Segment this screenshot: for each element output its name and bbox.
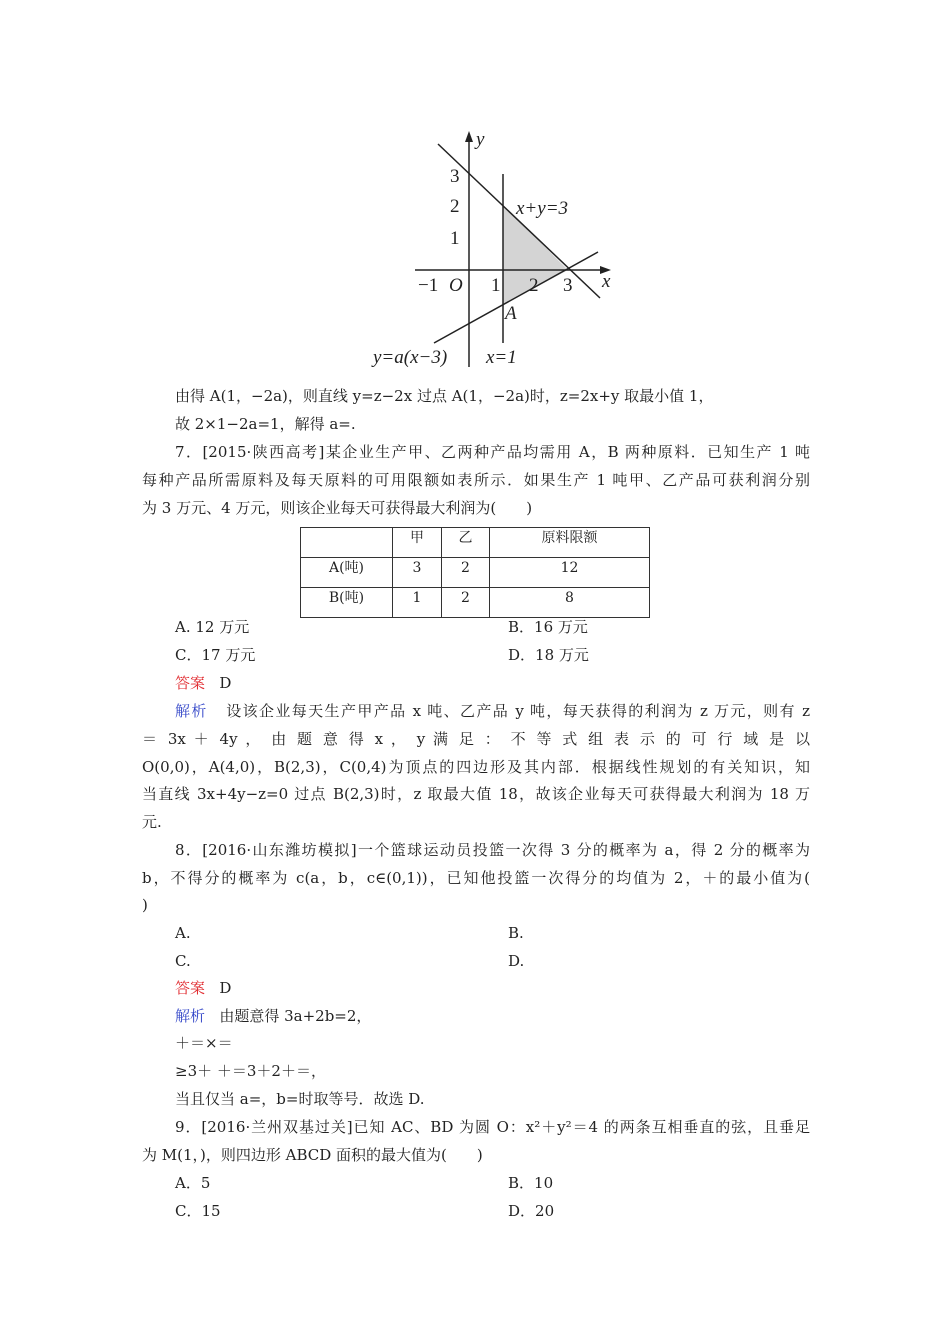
table-header: 乙 [442,528,490,558]
table-cell: 3 [393,558,442,588]
analysis-line [175,1006,371,1026]
analysis-line: ＋＝×＝ [175,1034,233,1052]
label-y-a-x-3: y=a(x−3) [373,347,448,368]
question-8-line: b，不得分的概率为 c(a，b，c∈(0,1))，已知他投篮一次得分的均值为 2，＋的最小值为( [142,869,810,887]
table-row [301,558,650,588]
table-header: 原料限额 [490,528,650,558]
analysis-text: 设该企业每天生产甲产品 x 吨、乙产品 y 吨，每天获得的利润为 z 万元，则有 z [226,702,810,720]
tick-x-2: 2 [529,275,539,296]
tick-x-neg1: −1 [418,275,439,296]
option-d: D．20 [508,1202,555,1220]
option-c: C. [175,952,191,970]
analysis-line: ＝ 3x ＋ 4y ， 由 题 意 得 x ， y 满 足 ： 不 等 式 组 表 示 的 可 行 域 是 以 [142,730,810,748]
table-cell: 8 [490,588,650,618]
feasible-region-figure [0,0,950,400]
tick-y-2: 2 [450,196,460,217]
answer-line [175,673,231,693]
table-header: 甲 [393,528,442,558]
point-a-label: A [505,303,517,324]
analysis-label: 解析 [175,702,208,720]
option-b: B. [508,924,524,942]
label-x-plus-y-3: x+y=3 [516,198,569,219]
table-cell: A(吨) [301,558,393,588]
analysis-line: 当且仅当 a=，b=时取等号．故选 D. [175,1090,425,1108]
question-7-line: 每种产品所需原料及每天原料的可用限额如表所示．如果生产 1 吨甲、乙产品可获利润分别 [142,471,810,489]
analysis-text: 由题意得 3a+2b=2， [219,1007,372,1025]
question-8-line: ) [142,896,148,914]
table-cell: B(吨) [301,588,393,618]
table-row [301,588,650,618]
option-b: B．10 [508,1174,554,1192]
table-header [301,528,393,558]
table-cell: 12 [490,558,650,588]
option-d: D．18 万元 [508,646,589,664]
option-c: C．17 万元 [175,646,256,664]
y-axis-label: y [476,129,485,150]
analysis-line: ≥3＋ ＋＝3＋2＋＝， [175,1062,326,1080]
answer-label: 答案 [175,979,206,997]
question-9-line: 9．[2016·兰州双基过关]已知 AC、BD 为圆 O：x²＋y²＝4 的两条互相垂直的弦，且垂足 [175,1118,810,1136]
option-c: C．15 [175,1202,221,1220]
text-line: 故 2×1−2a=1，解得 a=. [175,415,356,433]
option-d: D. [508,952,525,970]
table-cell: 1 [393,588,442,618]
text-line: 由得 A(1，−2a)，则直线 y=z−2x 过点 A(1，−2a)时，z=2x+y 取最小值 1， [175,387,714,405]
option-b: B．16 万元 [508,618,588,636]
y-axis-arrow [465,131,473,142]
question-7-line: 7．[2015·陕西高考]某企业生产甲、乙两种产品均需用 A，B 两种原料．已知生产 1 吨 [175,443,810,461]
answer-value: D [219,674,232,692]
tick-y-3: 3 [450,166,460,187]
table-cell: 2 [442,558,490,588]
label-x-1: x=1 [486,347,517,368]
x-axis-label: x [602,271,611,292]
tick-x-1: 1 [491,275,501,296]
option-a: A．5 [175,1174,211,1192]
option-a: A. [175,924,191,942]
origin-label: O [449,275,463,296]
analysis-line: O(0,0)，A(4,0)，B(2,3)，C(0,4)为顶点的四边形及其内部．根据线性规划的有关知识，知 [142,758,810,776]
answer-value: D [219,979,232,997]
tick-y-1: 1 [450,228,460,249]
analysis-line [175,701,810,721]
materials-table [300,527,650,618]
answer-label: 答案 [175,674,206,692]
table-cell: 2 [442,588,490,618]
analysis-line: 当直线 3x+4y−z=0 过点 B(2,3)时，z 取最大值 18，故该企业每天可获得最大利润为 18 万 [142,785,810,803]
answer-line [175,978,231,998]
question-8-line: 8．[2016·山东潍坊模拟]一个篮球运动员投篮一次得 3 分的概率为 a，得 2 分的概率为 [175,841,810,859]
analysis-label: 解析 [175,1007,206,1025]
tick-x-3: 3 [563,275,573,296]
option-a: A. 12 万元 [175,618,250,636]
analysis-line: 元. [142,813,162,831]
question-7-line: 为 3 万元、4 万元，则该企业每天可获得最大利润为( ) [142,499,533,517]
question-9-line: 为 M(1，)，则四边形 ABCD 面积的最大值为( ) [142,1146,483,1164]
